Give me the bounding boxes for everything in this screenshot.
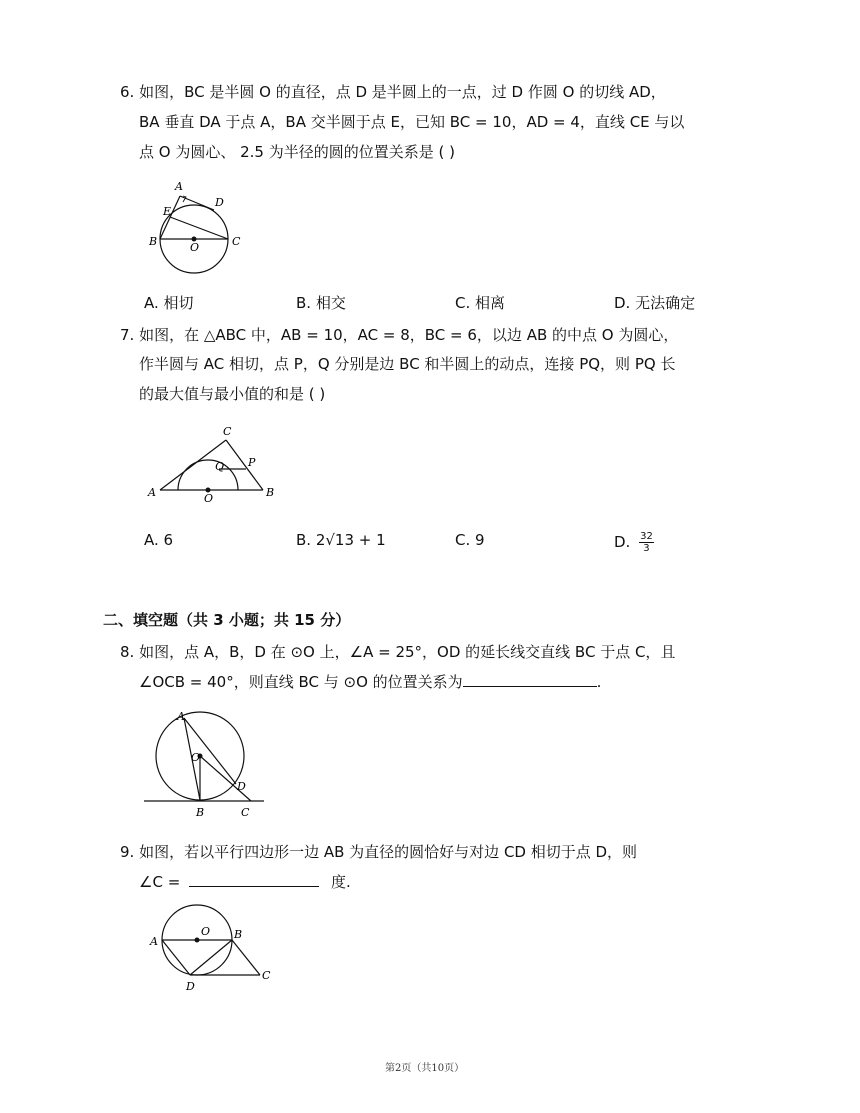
q9-line-bd (190, 940, 232, 975)
q7-side-bc (226, 440, 263, 490)
q6-line-ec (170, 217, 228, 239)
q6-option-c[interactable]: C. 相离 (455, 294, 506, 312)
q7-label-p: P (248, 456, 256, 469)
q8-label-c: C (241, 806, 250, 819)
q7-semicircle (178, 460, 238, 490)
q9-line1: 9. 如图，若以平行四边形一边 AB 为直径的圆恰好与对边 CD 相切于点 D，则 (120, 843, 638, 861)
q7-line1: 7. 如图，在 △ABC 中，AB = 10，AC = 8，BC = 6，以边 AB 的中点 O 为圆心， (120, 326, 679, 344)
q8-line2-wrap (139, 672, 601, 692)
q8-label-d: D (237, 780, 246, 793)
q9-line2-wrap (139, 872, 351, 892)
section2-title: 二、填空题（共 3 小题；共 15 分） (103, 611, 351, 629)
q7-option-d-fraction (639, 531, 654, 554)
q7-option-d-label: D. (614, 533, 631, 551)
q8-line1: 8. 如图，点 A，B，D 在 ⊙O 上，∠A = 25°，OD 的延长线交直线 BC 于点 C，且 (120, 643, 676, 661)
q9-center-dot (195, 938, 200, 943)
q9-line2-end: 度. (331, 873, 351, 891)
q9-label-a: A (150, 935, 158, 948)
q8-line2-end: . (596, 673, 602, 691)
q6-option-b[interactable]: B. 相交 (296, 294, 346, 312)
q7-line2: 作半圆与 AC 相切，点 P，Q 分别是边 BC 和半圆上的动点，连接 PQ，则 PQ 长 (139, 355, 676, 373)
q6-option-d[interactable]: D. 无法确定 (614, 294, 696, 312)
q8-label-o: O (191, 751, 201, 764)
q6-label-d: D (215, 196, 224, 209)
q9-label-d: D (186, 980, 195, 993)
q7-label-b: B (266, 486, 275, 499)
q9-side-bc (232, 940, 260, 975)
q8-figure (142, 708, 272, 823)
q7-label-o: O (204, 492, 214, 505)
q6-figure (140, 175, 260, 275)
q8-label-b: B (196, 806, 205, 819)
page-footer: 第2页（共10页） (385, 1063, 465, 1074)
q9-label-b: B (234, 928, 243, 941)
q7-label-q: Q (215, 460, 225, 473)
q8-label-a: A (177, 710, 185, 723)
q6-label-b: B (149, 235, 158, 248)
q6-option-a[interactable]: A. 相切 (144, 294, 194, 312)
q9-figure (145, 902, 280, 997)
q7-label-a: A (148, 486, 156, 499)
q8-line2: ∠OCB = 40°，则直线 BC 与 ⊙O 的位置关系为 (139, 673, 463, 691)
q7-option-d-numerator: 32 (640, 531, 653, 542)
q7-option-b[interactable]: B. 2√13 + 1 (296, 531, 386, 549)
q6-line1: 6. 如图，BC 是半圆 O 的直径，点 D 是半圆上的一点，过 D 作圆 O 的切线 AD， (120, 83, 666, 101)
q7-option-d[interactable] (614, 531, 654, 554)
q6-label-c: C (232, 235, 241, 248)
q6-line2: BA 垂直 DA 于点 A，BA 交半圆于点 E，已知 BC = 10，AD = 4，直线 CE 与以 (139, 113, 685, 131)
q7-option-d-denominator: 3 (643, 543, 650, 554)
q9-line2-start: ∠C = (139, 873, 186, 891)
q6-label-o: O (190, 241, 200, 254)
q6-label-e: E (163, 205, 172, 218)
q7-label-c: C (223, 425, 232, 438)
q7-option-a[interactable]: A. 6 (144, 531, 174, 549)
q7-figure (145, 420, 285, 510)
q7-line3: 的最大值与最小值的和是 ( ) (139, 385, 326, 403)
q9-label-c: C (262, 969, 271, 982)
q9-label-o: O (201, 925, 211, 938)
q9-answer-blank[interactable] (189, 872, 319, 887)
q6-line3: 点 O 为圆心、 2.5 为半径的圆的位置关系是 ( ) (139, 143, 455, 161)
q6-label-a: A (175, 180, 183, 193)
q7-option-c[interactable]: C. 9 (455, 531, 485, 549)
q8-answer-blank[interactable] (463, 672, 597, 687)
